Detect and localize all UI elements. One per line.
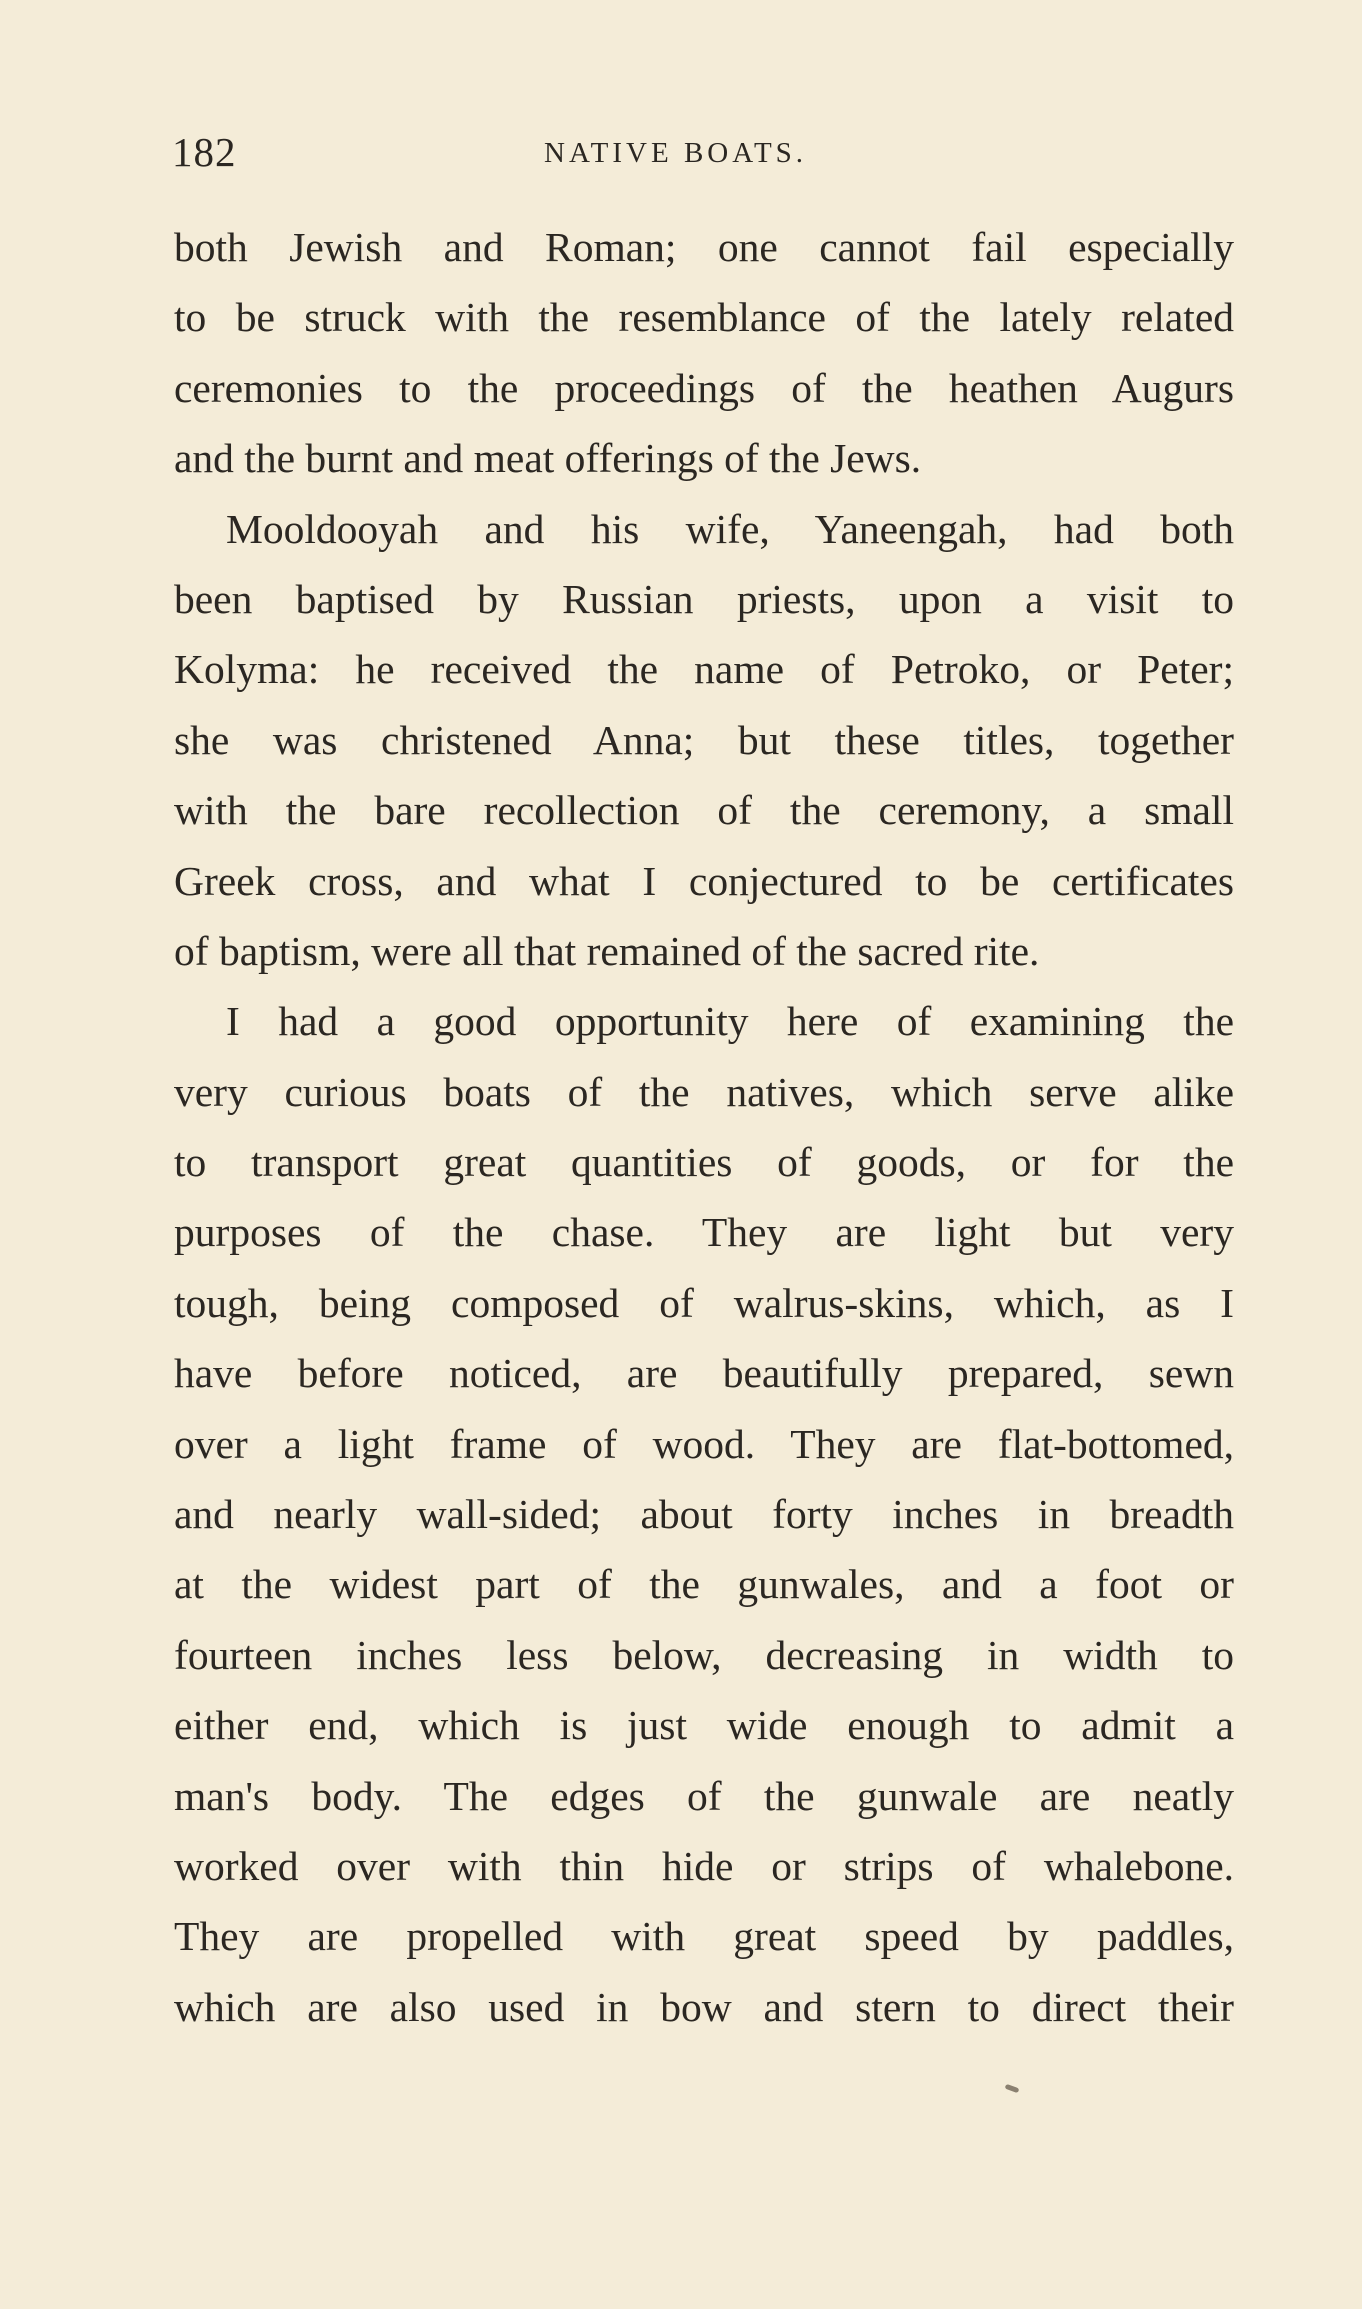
- text-line: to be struck with the resemblance of the lately related: [174, 294, 1234, 341]
- body-text: [174, 212, 1234, 2042]
- text-line: tough, being composed of walrus-skins, which, as I: [174, 1279, 1234, 1326]
- text-line: purposes of the chase. They are light but very: [174, 1209, 1234, 1256]
- text-line: both Jewish and Roman; one cannot fail especially: [174, 224, 1234, 270]
- paragraph-1: [174, 212, 1234, 494]
- text-line: I had a good opportunity here of examining the: [226, 998, 1234, 1045]
- text-line: which are also used in bow and stern to direct their: [174, 1983, 1234, 2030]
- text-line: to transport great quantities of goods, or for the: [174, 1139, 1234, 1186]
- page-header: [172, 128, 1232, 178]
- text-line: of baptism, were all that remained of the sacred rite.: [174, 927, 1040, 974]
- text-line: over a light frame of wood. They are flat-bottomed,: [174, 1420, 1234, 1467]
- text-line: with the bare recollection of the ceremony, a small: [174, 787, 1234, 834]
- text-line: have before noticed, are beautifully prepared, sewn: [174, 1350, 1234, 1397]
- text-line: man's body. The edges of the gunwale are neatly: [174, 1772, 1234, 1819]
- text-line: They are propelled with great speed by paddles,: [174, 1913, 1234, 1960]
- text-line: and the burnt and meat offerings of the Jews.: [174, 435, 922, 482]
- page-number: 182: [172, 129, 237, 175]
- text-line: and nearly wall-sided; about forty inches in breadth: [174, 1491, 1234, 1538]
- text-line: either end, which is just wide enough to admit a: [174, 1702, 1234, 1749]
- text-line: been baptised by Russian priests, upon a visit to: [174, 575, 1234, 622]
- text-line: worked over with thin hide or strips of whalebone.: [174, 1842, 1234, 1889]
- text-line: very curious boats of the natives, which serve alike: [174, 1068, 1234, 1115]
- text-line: at the widest part of the gunwales, and a foot or: [174, 1561, 1234, 1608]
- text-line: Mooldooyah and his wife, Yaneengah, had both: [226, 505, 1234, 552]
- ink-speck: [1005, 2084, 1020, 2093]
- text-line: she was christened Anna; but these titles, together: [174, 716, 1234, 763]
- text-line: fourteen inches less below, decreasing in width to: [174, 1631, 1234, 1678]
- text-line: Greek cross, and what I conjectured to be certificates: [174, 857, 1234, 904]
- text-line: ceremonies to the proceedings of the heathen Augurs: [174, 364, 1234, 411]
- paragraph-2: [174, 494, 1234, 987]
- running-head: NATIVE BOATS.: [544, 137, 808, 169]
- text-line: Kolyma: he received the name of Petroko, or Peter;: [174, 646, 1234, 693]
- paragraph-3: [174, 986, 1234, 2042]
